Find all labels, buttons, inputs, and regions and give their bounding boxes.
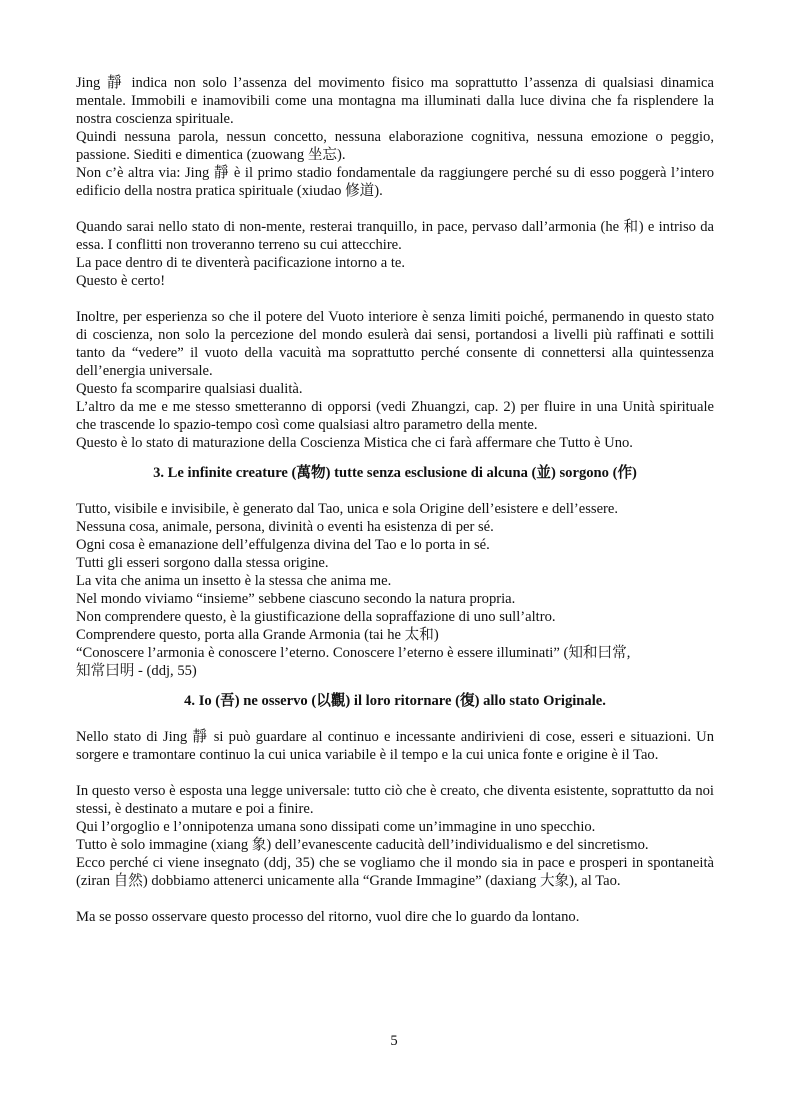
page-number: 5 (390, 1033, 398, 1049)
paragraph: Comprendere questo, porta alla Grande Armonia (tai he 太和) (76, 627, 439, 643)
paragraph: Ma se posso osservare questo processo del ritorno, vuol dire che lo guardo da lontano. (76, 909, 580, 925)
paragraph: Nello stato di Jing 靜 si può guardare al continuo e incessante andirivieni di cose, esseri e situazioni. Un sorgere e tramontare continuo la cui unica variabile è il tempo e la cui unica fonte e origine è il Tao. (76, 729, 714, 763)
paragraph: Quindi nessuna parola, nessun concetto, nessuna elaborazione cognitiva, nessuna emozione o peggio, passione. Siediti e dimentica (zuowang 坐忘). (76, 129, 714, 163)
paragraph: Nessuna cosa, animale, persona, divinità o eventi ha esistenza di per sé. (76, 519, 494, 535)
paragraph: Qui l’orgoglio e l’onnipotenza umana sono dissipati come un’immagine in uno specchio. (76, 819, 596, 835)
paragraph: Nel mondo viviamo “insieme” sebbene ciascuno secondo la natura propria. (76, 591, 516, 607)
paragraph: Non c’è altra via: Jing 靜 è il primo stadio fondamentale da raggiungere perché su di esso poggerà l’intero edificio della nostra pratica spirituale (xiudao 修道). (76, 165, 714, 199)
paragraph: Questo è certo! (76, 273, 166, 289)
paragraph: In questo verso è esposta una legge universale: tutto ciò che è creato, che diventa esistente, soprattutto da noi stessi, è destinato a mutare e poi a finire. (76, 783, 714, 817)
paragraph: Quando sarai nello stato di non-mente, resterai tranquillo, in pace, pervaso dall’armonia (he 和) e intriso da essa. I conflitti non troveranno terreno su cui attecchire. (76, 219, 714, 253)
document-page (76, 74, 714, 926)
section-heading: 3. Le infinite creature (萬物) tutte senza esclusione di alcuna (並) sorgono (作) (153, 465, 637, 481)
paragraph: “Conoscere l’armonia è conoscere l’eterno. Conoscere l’eterno è essere illuminati” (知和曰常, (76, 645, 631, 661)
paragraph: Non comprendere questo, è la giustificazione della sopraffazione di uno sull’altro. (76, 609, 556, 625)
paragraph: Tutto è solo immagine (xiang 象) dell’evanescente caducità dell’individualismo e del sincretismo. (76, 837, 649, 853)
paragraph: Tutto, visibile e invisibile, è generato dal Tao, unica e sola Origine dell’esistere e dell’essere. (76, 501, 619, 517)
paragraph: 知常曰明 - (ddj, 55) (76, 663, 197, 679)
paragraph: Jing 靜 indica non solo l’assenza del movimento fisico ma soprattutto l’assenza di qualsiasi dinamica mentale. Immobili e inamovibili come una montagna ma illuminati dalla luce divina che fa risplendere la nostra coscienza spirituale. (76, 75, 714, 127)
paragraph: L’altro da me e me stesso smetteranno di opporsi (vedi Zhuangzi, cap. 2) per fluire in una Unità spirituale che trascende lo spazio-tempo così come qualsiasi altro parametro della mente. (76, 399, 714, 433)
section-heading: 4. Io (吾) ne osservo (以觀) il loro ritornare (復) allo stato Originale. (184, 693, 606, 709)
paragraph: La vita che anima un insetto è la stessa che anima me. (76, 573, 392, 589)
paragraph: Ogni cosa è emanazione dell’effulgenza divina del Tao e lo porta in sé. (76, 537, 490, 553)
paragraph: La pace dentro di te diventerà pacificazione intorno a te. (76, 255, 406, 271)
paragraph: Questo fa scomparire qualsiasi dualità. (76, 381, 303, 397)
paragraph: Questo è lo stato di maturazione della Coscienza Mistica che ci farà affermare che Tutto è Uno. (76, 435, 633, 451)
paragraph: Ecco perché ci viene insegnato (ddj, 35) che se vogliamo che il mondo sia in pace e prosperi in spontaneità (ziran 自然) dobbiamo attenerci unicamente alla “Grande Immagine” (daxiang 大象), al Tao. (76, 855, 714, 889)
paragraph: Tutti gli esseri sorgono dalla stessa origine. (76, 555, 329, 571)
paragraph: Inoltre, per esperienza so che il potere del Vuoto interiore è senza limiti poiché, permanendo in questo stato di coscienza, non solo la percezione del mondo esulerà dai sensi, portandosi a livelli più raffinati e sottili tanto da “vedere” il vuoto della vacuità ma soprattutto perché consente di connettersi alla quintessenza dell’energia universale. (76, 309, 714, 379)
